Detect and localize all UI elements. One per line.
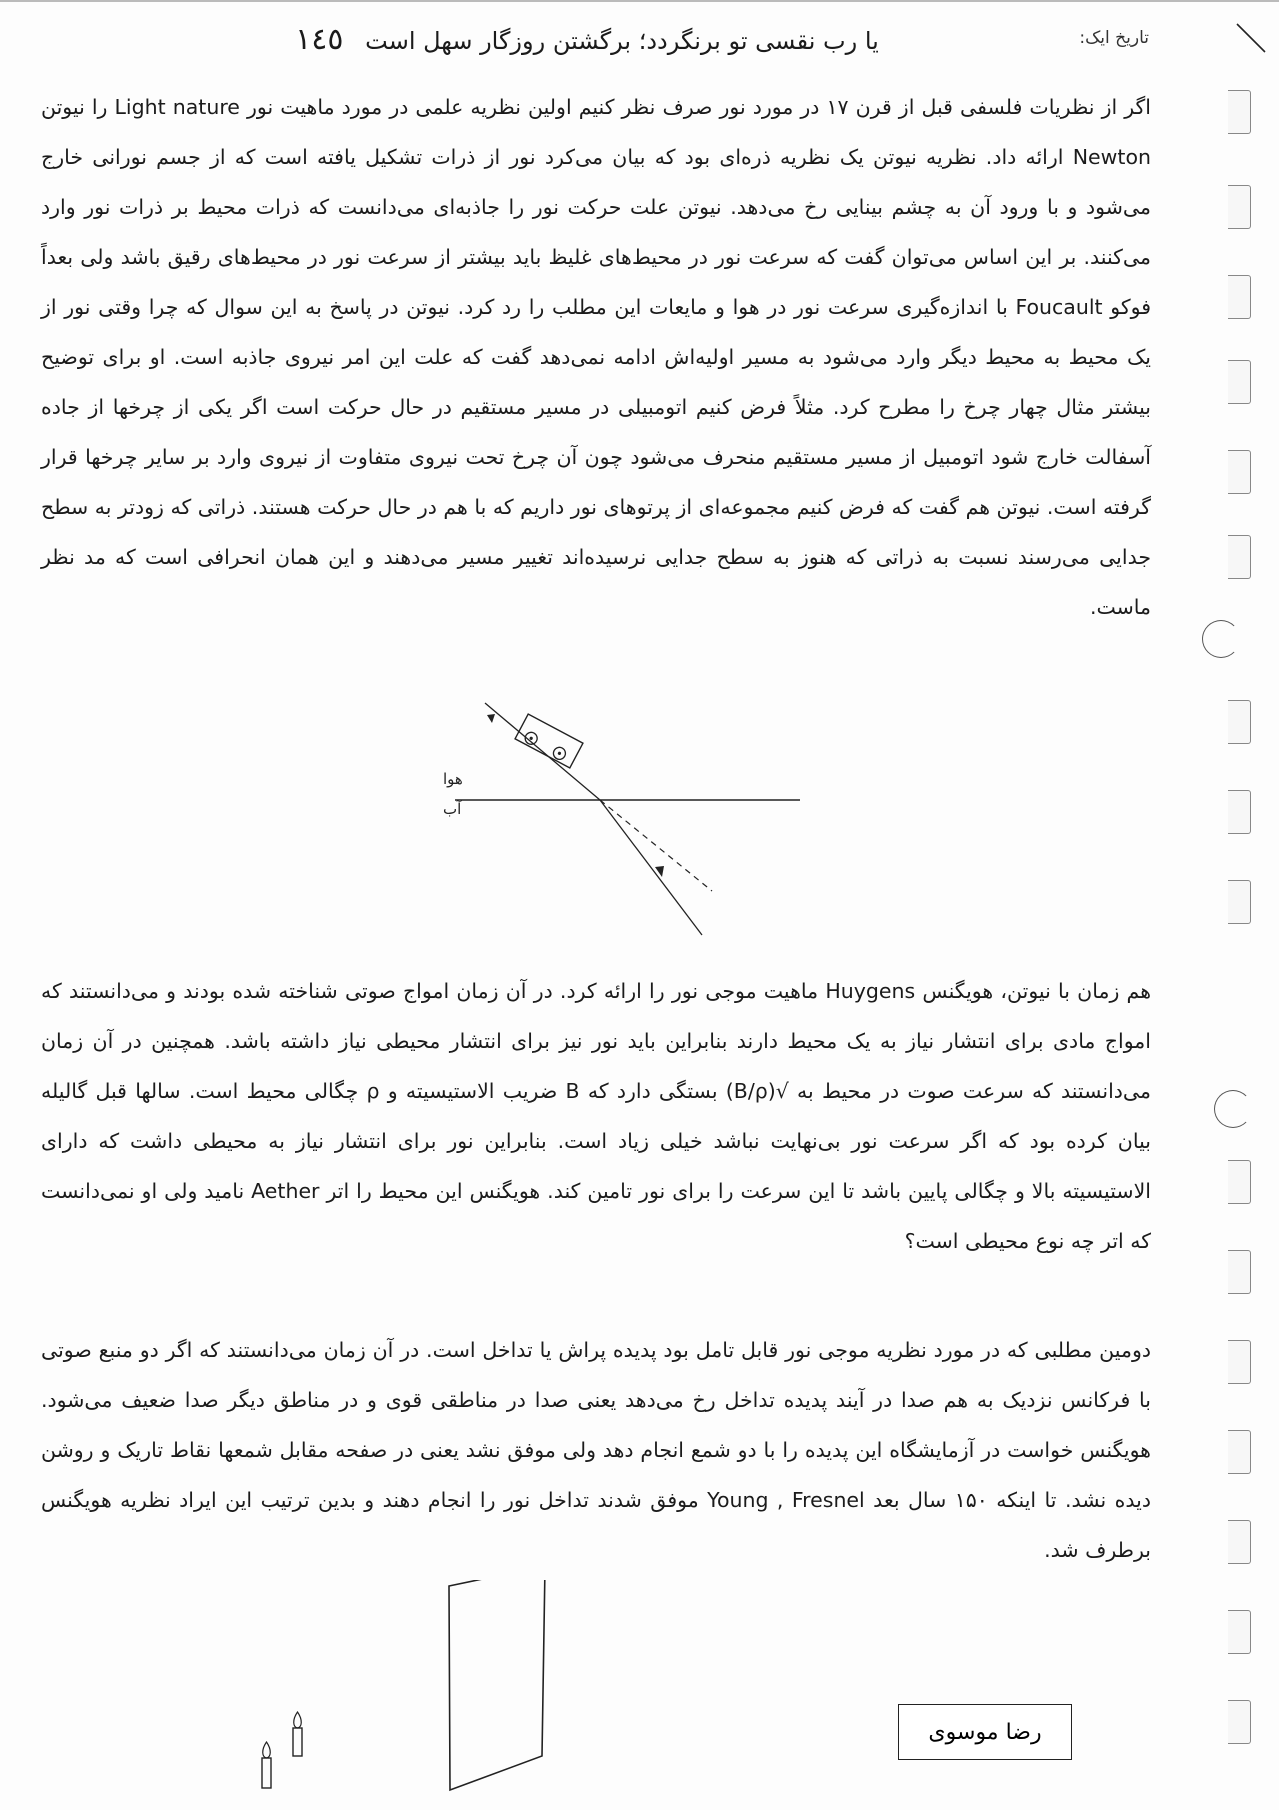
binder-ring-mark: [1214, 1090, 1252, 1128]
incident-arrow-icon: [487, 714, 495, 723]
binder-hole: [1228, 700, 1251, 744]
page-number: ١٤٥: [295, 22, 344, 57]
candle-icon-left: [262, 1742, 271, 1788]
undeviated-dashed-ray: [600, 800, 712, 891]
binder-hole: [1228, 185, 1251, 229]
paragraph-huygens-theory: هم زمان با نیوتن، هویگنس Huygens ماهیت موجی نور را ارائه کرد. در آن زمان امواج صوتی شناخته شده بودند و می‌دانستند که امواج مادی برای انتشار نیاز به یک محیط دارند بنابراین باید نور نیز برای انتشار محیطی نیاز داشته باشد. همچنین در آن زمان می‌دانستند که سرعت صوت در محیط به √(B/ρ) بستگی دارد که B ضریب الاستیسیته و ρ چگالی محیط است. سالها قبل گالیله بیان کرده بود که اگر سرعت نور بی‌نهایت نباشد خیلی زیاد است. بنابراین نور برای انتشار نیاز به محیطی داشت که دارای الاستیسیته بالا و چگالی پایین باشد تا این سرعت را برای نور تامین کند. هویگنس این محیط را اتر Aether نامید ولی او نمی‌دانست که اتر چه نوع محیطی است؟: [41, 979, 1152, 1253]
candle-icon-right: [293, 1712, 302, 1756]
refracted-ray: [600, 800, 702, 935]
paragraph-newton-theory: اگر از نظریات فلسفی قبل از قرن ۱۷ در مورد نور صرف نظر کنیم اولین نظریه علمی در مورد ماهیت نور Light nature را نیوتن Newton ارائه داد. نظریه نیوتن یک نظریه ذره‌ای بود که بیان می‌کرد نور از ذرات تشکیل یافته است که از جسم نورانی خارج می‌شود و با ورود آن به چشم بینایی رخ می‌دهد. نیوتن علت حرکت نور را جاذبه‌ای می‌دانست که ذرات محیط بر ذرات نور وارد می‌کنند. بر این اساس می‌توان گفت که سرعت نور در محیط‌های غلیظ باید بیشتر از سرعت نور در محیط‌های رقیق باشد ولی بعداً فوکو Foucault با اندازه‌گیری سرعت نور در هوا و مایعات این مطلب را رد کرد. نیوتن در پاسخ به این سوال که چرا وقتی نور از یک محیط به محیط دیگر وارد می‌شود به مسیر اولیه‌اش ادامه نمی‌دهد گفت که علت این امر نیروی جاذبه است. او برای توضیح بیشتر مثال چهار چرخ را مطرح کرد. مثلاً فرض کنیم اتومبیلی در مسیر مستقیم در حال حرکت است اگر یکی از چرخها از جاده آسفالت خارج شود اتومبیل از مسیر مستقیم منحرف می‌شود چون آن چرخ تحت نیروی متفاوت از نیروی وارد بر سایر چرخها قرار گرفته است. نیوتن هم گفت که فرض کنیم مجموعه‌ای از پرتوهای نور داریم که با هم در حال حرکت هستند. ذراتی که زودتر به سطح جدایی می‌رسند نسبت به ذراتی که هنوز به سطح جدایی نرسیده‌اند تغییر مسیر می‌دهند و این همان انحرافی است که مد نظر ماست.: [41, 95, 1151, 619]
binder-hole: [1228, 90, 1251, 134]
label-water: آب: [443, 800, 462, 818]
binder-hole: [1228, 880, 1251, 924]
binder-hole: [1228, 360, 1251, 404]
binder-ring-mark: [1202, 620, 1240, 658]
author-name: رضا موسوی: [928, 1719, 1042, 1745]
binder-hole: [1228, 1160, 1251, 1204]
incident-ray: [485, 703, 600, 800]
binder-hole: [1228, 1700, 1251, 1744]
cart-icon: [515, 714, 583, 768]
paragraph-interference: دومین مطلبی که در مورد نظریه موجی نور قابل تامل بود پدیده پراش یا تداخل است. در آن زمان می‌دانستند که اگر دو منبع صوتی با فرکانس نزدیک به هم صدا در آیند پدیده تداخل رخ می‌دهد یعنی صدا در مناطقی قوی و در مناطق دیگر صدا ضعیف می‌شود. هویگنس خواست در آزمایشگاه این پدیده را با دو شمع انجام دهد ولی موفق نشد یعنی در صفحه مقابل شمعها نقاط تاریک و روشن دیده نشد. تا اینکه ۱۵۰ سال بعد Young , Fresnel موفق شدند تداخل نور را انجام دهند و بدین ترتیب این ایراد نظریه هویگنس برطرف شد.: [41, 1338, 1151, 1562]
binder-hole: [1228, 790, 1251, 834]
binder-hole: [1228, 450, 1251, 494]
binder-hole: [1228, 1250, 1251, 1294]
page-header: [250, 22, 910, 57]
corner-tick-mark: [1231, 18, 1271, 63]
top-edge-line: [0, 0, 1279, 2]
binder-hole: [1228, 535, 1251, 579]
binder-hole: [1228, 1430, 1251, 1474]
binder-hole: [1228, 1610, 1251, 1654]
binder-hole: [1228, 1520, 1251, 1564]
label-air: هوا: [443, 770, 463, 788]
refraction-diagram: [440, 695, 810, 945]
screen-plate: [449, 1580, 545, 1790]
binder-hole: [1228, 275, 1251, 319]
author-signature-box: [898, 1704, 1072, 1760]
binder-hole: [1228, 1340, 1251, 1384]
candles-and-screen-sketch: [240, 1580, 590, 1800]
date-label: تاریخ ایک:: [1079, 28, 1149, 48]
binder-holes: [1222, 80, 1262, 1780]
header-title-phrase: یا رب نقسی تو برنگردد؛ برگشتن روزگار سهل است: [365, 27, 879, 55]
